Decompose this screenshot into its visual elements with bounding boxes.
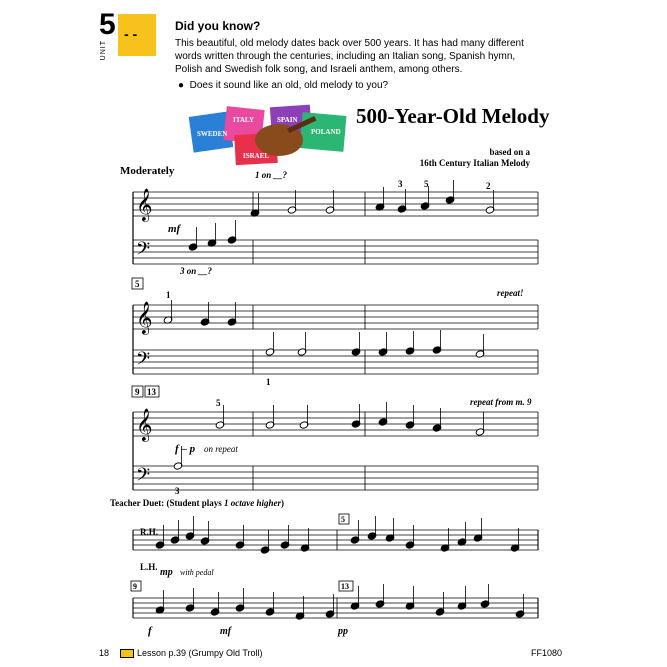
teacher-duet-label: Teacher Duet: (Student plays 1 octave higher) bbox=[110, 498, 285, 508]
duet-rh-label: R.H. bbox=[140, 527, 158, 537]
treble-clef-icon: 𝄞 bbox=[136, 190, 153, 221]
did-you-know-text: This beautiful, old melody dates back over 500 years. It has had many different words written through the centuries, including an Italian song, Spanish hymn, Polish and Swedish folk song, and Israeli anthem, among others. bbox=[175, 38, 524, 75]
dynamic-pp: pp bbox=[338, 626, 348, 637]
bass-clef-icon: 𝄢 bbox=[136, 348, 151, 373]
bass-clef-icon: 𝄢 bbox=[136, 238, 151, 263]
dynamic-mp: mp bbox=[160, 567, 173, 578]
fingering: 1 bbox=[266, 377, 271, 387]
annotation-with-pedal: with pedal bbox=[180, 568, 214, 577]
fingering: 5 bbox=[216, 398, 221, 408]
fingering: 3 bbox=[398, 179, 403, 189]
treble-clef-icon: 𝄞 bbox=[136, 410, 153, 441]
measure-number-13: 13 bbox=[147, 387, 156, 397]
flag-label-sweden: SWEDEN bbox=[197, 130, 228, 138]
duet-measure-13: 13 bbox=[341, 582, 349, 591]
flag-label-poland: POLAND bbox=[311, 128, 341, 136]
bass-clef-icon: 𝄢 bbox=[136, 464, 151, 489]
dynamic-mf: mf bbox=[168, 223, 181, 235]
unit-dashes: - - bbox=[124, 26, 138, 42]
measure-number-9: 9 bbox=[135, 387, 140, 397]
measure-number-5: 5 bbox=[135, 279, 140, 289]
unit-label: UNIT bbox=[100, 40, 107, 61]
fingering: 5 bbox=[424, 179, 429, 189]
duet-measure-5: 5 bbox=[341, 515, 345, 524]
annotation-one-on: 1 on __? bbox=[255, 170, 288, 180]
dynamic-f: f bbox=[148, 625, 152, 637]
fingering: 1 bbox=[166, 290, 171, 300]
based-on-line2: 16th Century Italian Melody bbox=[419, 158, 530, 168]
fingering: 3 bbox=[175, 486, 180, 496]
annotation-repeat: repeat! bbox=[497, 288, 524, 298]
did-you-know-bullet: ● Does it sound like an old, old melody to you? bbox=[178, 80, 389, 91]
dynamic-fp: f – p bbox=[175, 443, 196, 455]
dynamic-mf-duet: mf bbox=[220, 626, 232, 637]
annotation-on-repeat: on repeat bbox=[204, 444, 238, 454]
treble-clef-icon: 𝄞 bbox=[136, 303, 153, 334]
did-you-know-title: Did you know? bbox=[175, 19, 261, 33]
duet-lh-label: L.H. bbox=[140, 562, 158, 572]
based-on-line1: based on a bbox=[489, 147, 530, 157]
footer-lesson: Lesson p.39 (Grumpy Old Troll) bbox=[120, 648, 263, 658]
flag-label-spain: SPAIN bbox=[277, 116, 298, 124]
tempo-marking: Moderately bbox=[120, 165, 175, 177]
page-number: 18 bbox=[99, 648, 110, 658]
flag-label-italy: ITALY bbox=[233, 116, 255, 124]
unit-number: 5 bbox=[99, 8, 116, 41]
flag-label-israel: ISRAEL bbox=[243, 152, 270, 160]
song-title: 500-Year-Old Melody bbox=[356, 104, 550, 128]
annotation-three-on: 3 on __? bbox=[180, 266, 213, 276]
annotation-repeat-from: repeat from m. 9 bbox=[470, 397, 532, 407]
bullet-text: Does it sound like an old, old melody to you? bbox=[189, 80, 389, 91]
duet-measure-9: 9 bbox=[133, 582, 137, 591]
fingering: 2 bbox=[486, 181, 491, 191]
book-icon bbox=[120, 649, 134, 658]
footer-code: FF1080 bbox=[531, 648, 563, 658]
